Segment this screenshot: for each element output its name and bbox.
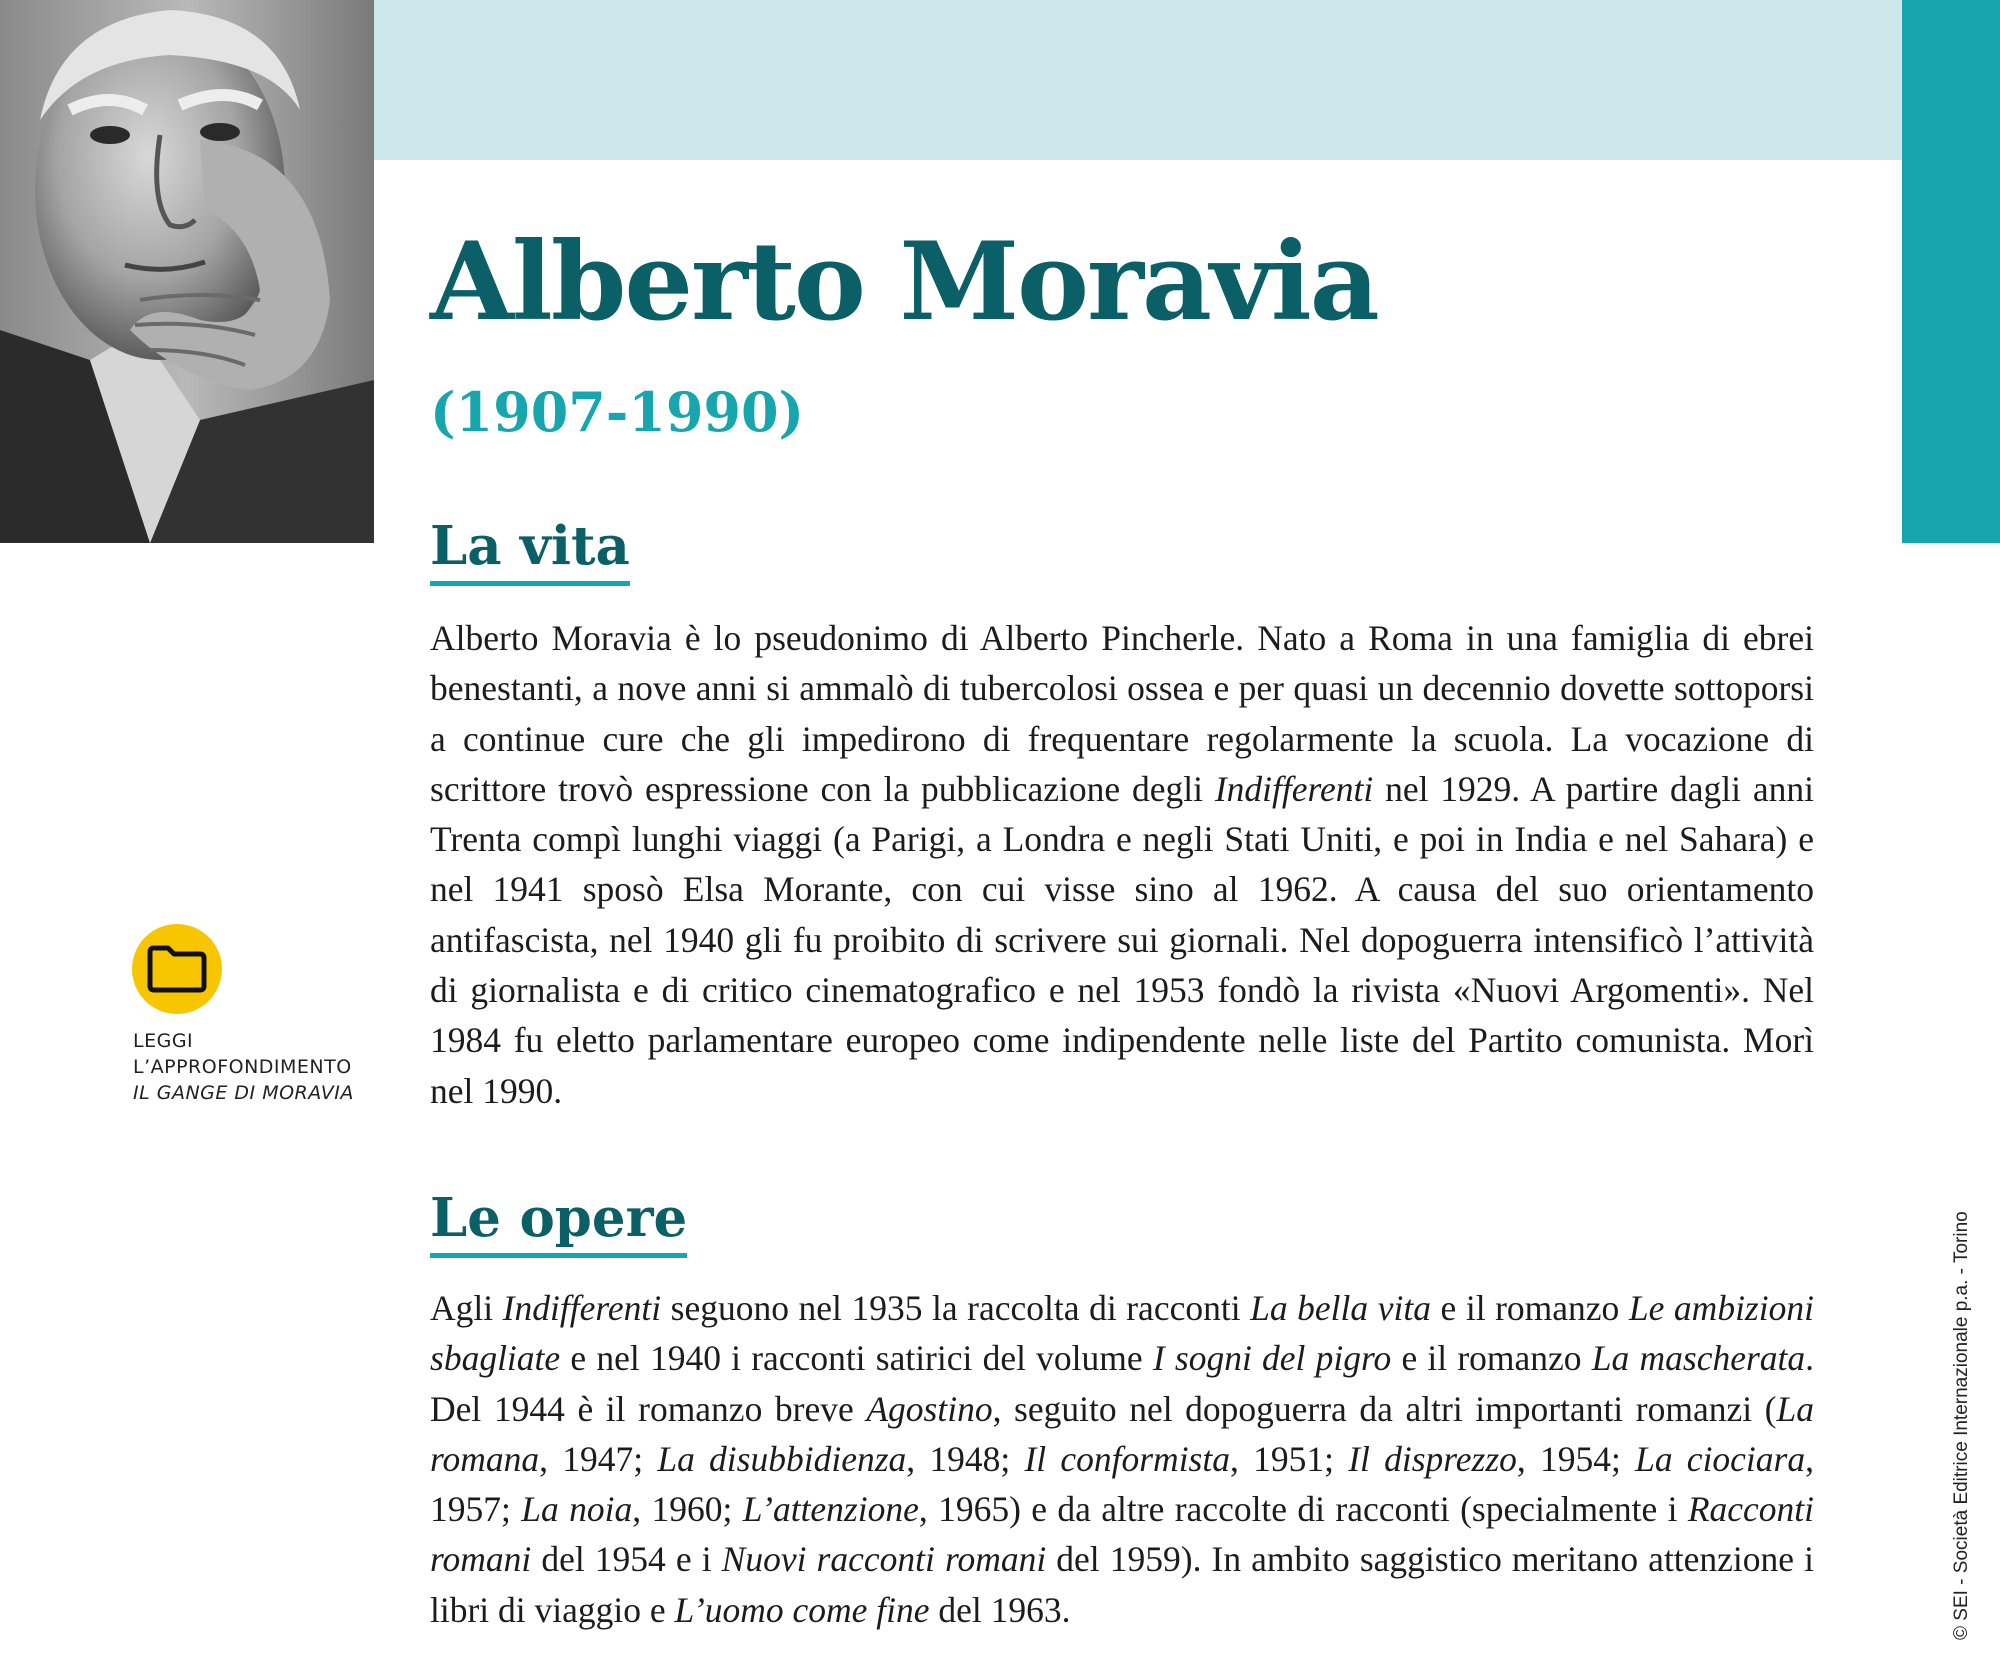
title-italic: L’uomo come fine xyxy=(674,1589,930,1630)
portrait-photo xyxy=(0,0,374,543)
copyright-notice: © SEI - Società Editrice Internazionale p.a. - Torino xyxy=(1951,1211,1972,1640)
title-italic: La disubbidienza xyxy=(657,1438,907,1479)
read-more-link[interactable] xyxy=(133,1028,373,1106)
title-italic: La bella vita xyxy=(1250,1288,1431,1328)
author-dates: (1907-1990) xyxy=(430,380,805,444)
side-accent-bar xyxy=(1902,0,2000,543)
title-italic: Nuovi racconti romani xyxy=(721,1539,1047,1580)
title-italic: Il conformista xyxy=(1024,1438,1230,1479)
title-italic: La romana xyxy=(430,1388,1814,1479)
read-more-badge[interactable] xyxy=(132,924,222,1014)
title-italic: La mascherata xyxy=(1591,1338,1806,1379)
section-body-opere: Agli Indifferenti seguono nel 1935 la raccolta di racconti La bella vita e il romanzo Le ambizioni sbagliate e nel 1940 i racconti satirici del volume I sogni del pigro e il romanzo La mascherata. Del 1944 è il romanzo breve Agostino, seguito nel dopoguerra da altri importanti romanzi (La romana, 1947; La disubbidienza, 1948; Il conformista, 1951; Il disprezzo, 1954; La ciociara, 1957; La noia, 1960; L’attenzione, 1965) e da altre raccolte di racconti (specialmente i Racconti romani del 1954 e i Nuovi racconti romani del 1959). In ambito saggistico meritano attenzione i libri di viaggio e L’uomo come fine del 1963. xyxy=(430,1288,1815,1630)
section-body-vita: Alberto Moravia è lo pseudonimo di Alberto Pincherle. Nato a Roma in una famiglia di ebrei benestanti, a nove anni si ammalò di tubercolosi ossea e per quasi un decennio dovette sottoporsi a continue cure che gli impedirono di frequentare regolarmente la scuola. La vocazione di scrittore trovò espressione con la pubblicazione degli Indifferenti nel 1929. A partire dagli anni Trenta compì lunghi viaggi (a Parigi, a Londra e negli Stati Uniti, e poi in India e nel Sahara) e nel 1941 sposò Elsa Morante, con cui visse sino al 1962. A causa del suo orientamento antifascista, nel 1940 gli fu proibito di scrivere sui giornali. Nel dopoguerra intensificò l’attività di giornalista e di critico cinematografico e nel 1953 fondò la rivista «Nuovi Argomenti». Nel 1984 fu eletto parlamentare europeo come indipendente nelle liste del Partito comunista. Morì nel 1990. xyxy=(430,618,1815,1111)
title-italic: Indifferenti xyxy=(1214,768,1374,809)
title-italic: La noia xyxy=(521,1489,633,1530)
title-italic: L’attenzione xyxy=(742,1489,919,1530)
title-italic: Le ambizioni sbagliate xyxy=(430,1288,1814,1379)
folder-icon xyxy=(146,944,208,994)
title-italic: La ciociara xyxy=(1635,1438,1806,1479)
title-italic: Indifferenti xyxy=(502,1288,662,1328)
page-title: Alberto Moravia xyxy=(430,219,1378,345)
author-portrait xyxy=(0,0,374,543)
header-band xyxy=(374,0,1902,160)
title-italic: Agostino xyxy=(866,1388,993,1429)
title-italic: I sogni del pigro xyxy=(1152,1338,1392,1379)
section-heading-vita: La vita xyxy=(430,520,630,586)
callout-line-1: LEGGI xyxy=(133,1030,194,1052)
title-italic: Il disprezzo xyxy=(1348,1438,1517,1479)
callout-line-3: IL GANGE DI MORAVIA xyxy=(133,1082,354,1104)
section-heading-opere: Le opere xyxy=(430,1192,687,1258)
callout-line-2: L’APPROFONDIMENTO xyxy=(133,1056,352,1078)
title-italic: Racconti romani xyxy=(430,1489,1814,1580)
